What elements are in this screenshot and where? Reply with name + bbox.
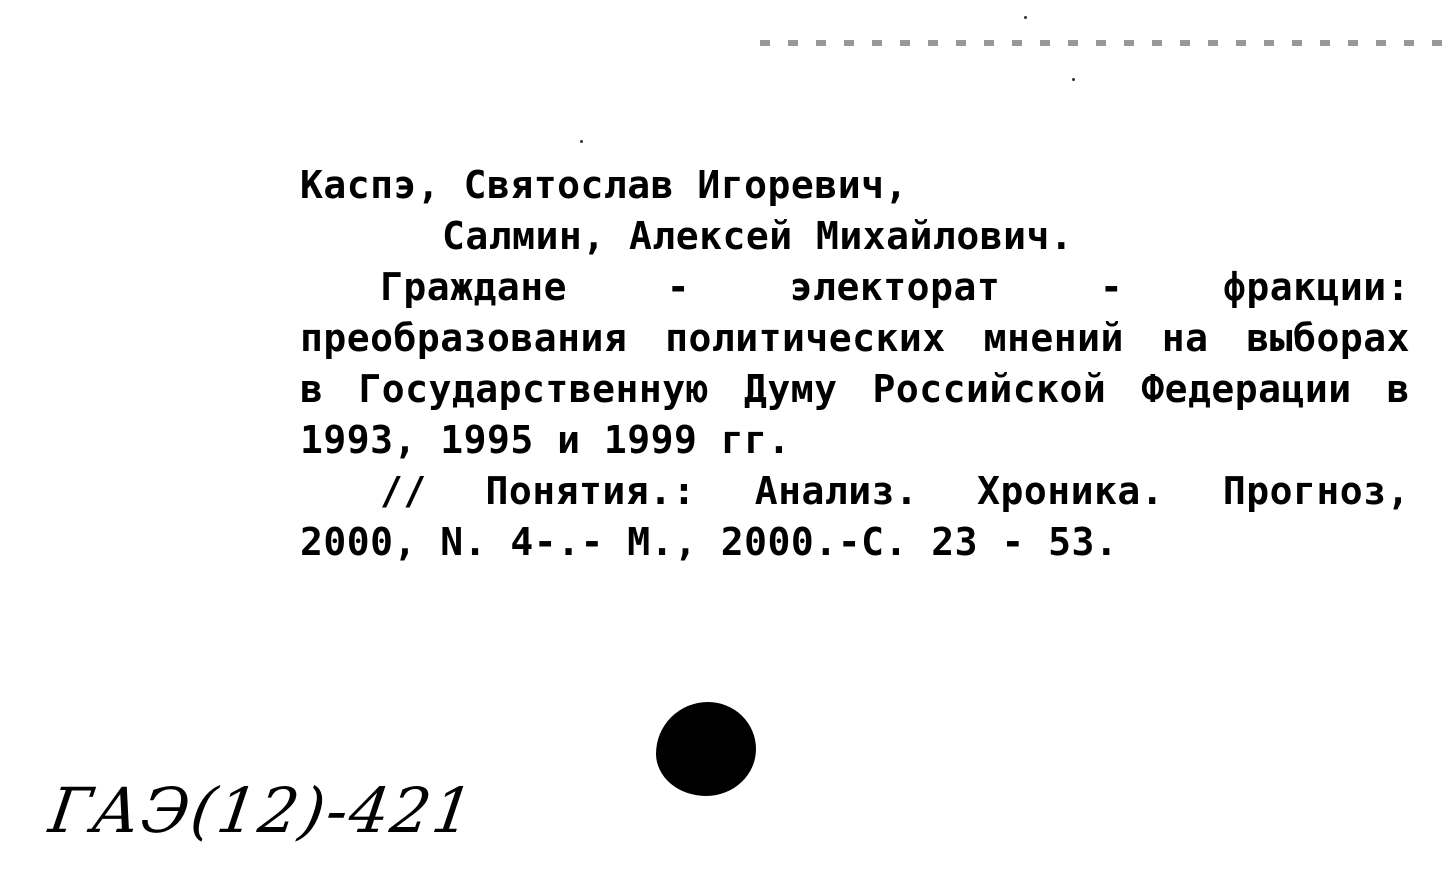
title-word: Государственную [358,367,710,411]
title-word: фракции: [1222,265,1410,309]
title-line-1 [300,262,1410,313]
source-word: Прогноз, [1222,469,1410,513]
title-word: - [666,265,691,309]
title-line-2 [300,313,1410,364]
scan-speck [1072,78,1075,81]
title-word: выборах [1246,316,1410,360]
title-word: Граждане [380,265,568,309]
title-word: Федерации [1141,367,1352,411]
scan-dash-artifact [760,40,1450,46]
title-word: мнений [983,316,1124,360]
title-word: политических [665,316,946,360]
scan-speck [580,140,583,143]
title-word: электорат [789,265,1001,309]
title-word: в [300,367,324,411]
source-word: Хроника. [977,469,1165,513]
author-primary: Каспэ, Святослав Игоревич, [300,163,908,207]
source-word: Анализ. [754,469,919,513]
title-word: Российской [872,367,1107,411]
title-word: преобразования [300,316,628,360]
title-word: - [1099,265,1124,309]
title-line-3 [300,364,1410,415]
title-word: Думу [744,367,838,411]
punch-hole [656,702,756,796]
card-text [300,160,1410,568]
source-word: Понятия.: [485,469,696,513]
source-line-2: 2000, N. 4-.- М., 2000.-С. 23 - 53. [300,520,1119,564]
title-line-4: 1993, 1995 и 1999 гг. [300,418,791,462]
title-word: на [1161,316,1209,360]
author-secondary: Салмин, Алексей Михайлович. [442,214,1074,258]
source-word: // [380,469,427,513]
title-word: в [1386,367,1410,411]
handwritten-shelfmark: ГАЭ(12)-421 [44,774,480,847]
scan-speck [1024,16,1027,19]
source-line-1 [300,466,1410,517]
